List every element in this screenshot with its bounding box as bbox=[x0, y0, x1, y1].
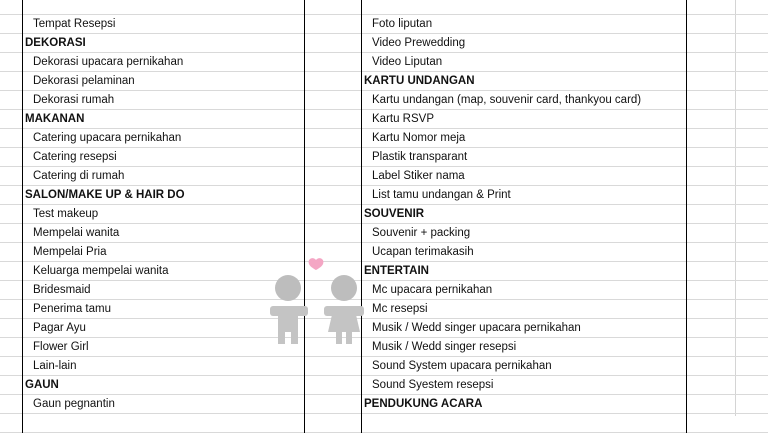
category-header[interactable]: GAUN bbox=[22, 376, 305, 395]
empty-cell[interactable] bbox=[305, 205, 362, 224]
table-row bbox=[0, 281, 768, 300]
checklist-item[interactable]: Test makeup bbox=[22, 205, 305, 224]
checklist-item[interactable]: Lain-lain bbox=[22, 357, 305, 376]
checklist-item[interactable]: Mc upacara pernikahan bbox=[362, 281, 687, 300]
empty-cell[interactable] bbox=[305, 281, 362, 300]
checklist-item[interactable]: Keluarga mempelai wanita bbox=[22, 262, 305, 281]
category-header[interactable]: ENTERTAIN bbox=[362, 262, 687, 281]
checklist-item[interactable]: Mempelai wanita bbox=[22, 224, 305, 243]
table-row bbox=[0, 167, 768, 186]
checklist-item[interactable]: Musik / Wedd singer resepsi bbox=[362, 338, 687, 357]
checklist-item[interactable]: Flower Girl bbox=[22, 338, 305, 357]
checklist-item[interactable]: Label Stiker nama bbox=[362, 167, 687, 186]
checklist-item[interactable]: Foto liputan bbox=[362, 15, 687, 34]
empty-cell[interactable] bbox=[305, 300, 362, 319]
table-row bbox=[0, 0, 768, 15]
checklist-item[interactable] bbox=[362, 0, 687, 15]
empty-cell[interactable] bbox=[305, 148, 362, 167]
checklist-item[interactable]: Kartu Nomor meja bbox=[362, 129, 687, 148]
table-row bbox=[0, 72, 768, 91]
table-row bbox=[0, 243, 768, 262]
empty-cell[interactable] bbox=[305, 357, 362, 376]
checklist-item[interactable]: Kartu RSVP bbox=[362, 110, 687, 129]
checklist-item[interactable]: Tempat Resepsi bbox=[22, 15, 305, 34]
empty-cell[interactable] bbox=[305, 262, 362, 281]
table-row bbox=[0, 148, 768, 167]
category-header[interactable]: PENDUKUNG ACARA bbox=[362, 395, 687, 414]
table-row bbox=[0, 357, 768, 376]
table-row bbox=[0, 338, 768, 357]
checklist-item[interactable]: Plastik transparant bbox=[362, 148, 687, 167]
empty-cell[interactable] bbox=[305, 53, 362, 72]
table-row bbox=[0, 129, 768, 148]
checklist-item[interactable]: Ucapan terimakasih bbox=[362, 243, 687, 262]
empty-cell[interactable] bbox=[305, 15, 362, 34]
checklist-item[interactable] bbox=[22, 414, 305, 433]
table-row bbox=[0, 53, 768, 72]
empty-cell[interactable] bbox=[305, 224, 362, 243]
checklist-item[interactable]: Kartu undangan (map, souvenir card, thankyou card) bbox=[362, 91, 687, 110]
category-header[interactable]: SOUVENIR bbox=[362, 205, 687, 224]
checklist-item[interactable]: Video Prewedding bbox=[362, 34, 687, 53]
empty-cell[interactable] bbox=[305, 338, 362, 357]
empty-cell[interactable] bbox=[305, 319, 362, 338]
empty-cell[interactable] bbox=[305, 34, 362, 53]
empty-cell[interactable] bbox=[305, 186, 362, 205]
table-row bbox=[0, 414, 768, 433]
table-row bbox=[0, 34, 768, 53]
checklist-item[interactable]: Video Liputan bbox=[362, 53, 687, 72]
checklist-item[interactable]: Mc resepsi bbox=[362, 300, 687, 319]
checklist-item[interactable] bbox=[362, 414, 687, 433]
checklist-item[interactable] bbox=[22, 0, 305, 15]
checklist-item[interactable]: Mempelai Pria bbox=[22, 243, 305, 262]
checklist-item[interactable]: Gaun pegnantin bbox=[22, 395, 305, 414]
checklist-item[interactable]: Catering di rumah bbox=[22, 167, 305, 186]
checklist-item[interactable]: Dekorasi rumah bbox=[22, 91, 305, 110]
checklist-item[interactable]: Pagar Ayu bbox=[22, 319, 305, 338]
empty-cell[interactable] bbox=[305, 129, 362, 148]
checklist-item[interactable]: Dekorasi upacara pernikahan bbox=[22, 53, 305, 72]
empty-cell[interactable] bbox=[305, 376, 362, 395]
checklist-item[interactable]: Catering upacara pernikahan bbox=[22, 129, 305, 148]
empty-cell[interactable] bbox=[305, 243, 362, 262]
table-row bbox=[0, 395, 768, 414]
category-header[interactable]: MAKANAN bbox=[22, 110, 305, 129]
empty-cell[interactable] bbox=[305, 395, 362, 414]
table-row bbox=[0, 186, 768, 205]
checklist-item[interactable]: Bridesmaid bbox=[22, 281, 305, 300]
empty-cell[interactable] bbox=[305, 110, 362, 129]
checklist-item[interactable]: Dekorasi pelaminan bbox=[22, 72, 305, 91]
checklist-item[interactable]: Sound System upacara pernikahan bbox=[362, 357, 687, 376]
empty-cell[interactable] bbox=[305, 72, 362, 91]
table-row bbox=[0, 205, 768, 224]
empty-cell[interactable] bbox=[305, 167, 362, 186]
category-header[interactable]: KARTU UNDANGAN bbox=[362, 72, 687, 91]
checklist-item[interactable]: Sound Syestem resepsi bbox=[362, 376, 687, 395]
checklist-item[interactable]: Catering resepsi bbox=[22, 148, 305, 167]
table-row bbox=[0, 262, 768, 281]
table-row bbox=[0, 300, 768, 319]
empty-cell[interactable] bbox=[305, 414, 362, 433]
table-row bbox=[0, 91, 768, 110]
category-header[interactable]: SALON/MAKE UP & HAIR DO bbox=[22, 186, 305, 205]
table-row bbox=[0, 376, 768, 395]
table-row bbox=[0, 110, 768, 129]
empty-cell[interactable] bbox=[305, 91, 362, 110]
empty-cell[interactable] bbox=[305, 0, 362, 15]
checklist-item[interactable]: List tamu undangan & Print bbox=[362, 186, 687, 205]
checklist-item[interactable]: Musik / Wedd singer upacara pernikahan bbox=[362, 319, 687, 338]
checklist-item[interactable]: Souvenir + packing bbox=[362, 224, 687, 243]
table-row bbox=[0, 224, 768, 243]
category-header[interactable]: DEKORASI bbox=[22, 34, 305, 53]
checklist-item[interactable]: Penerima tamu bbox=[22, 300, 305, 319]
table-row bbox=[0, 319, 768, 338]
table-row bbox=[0, 15, 768, 34]
